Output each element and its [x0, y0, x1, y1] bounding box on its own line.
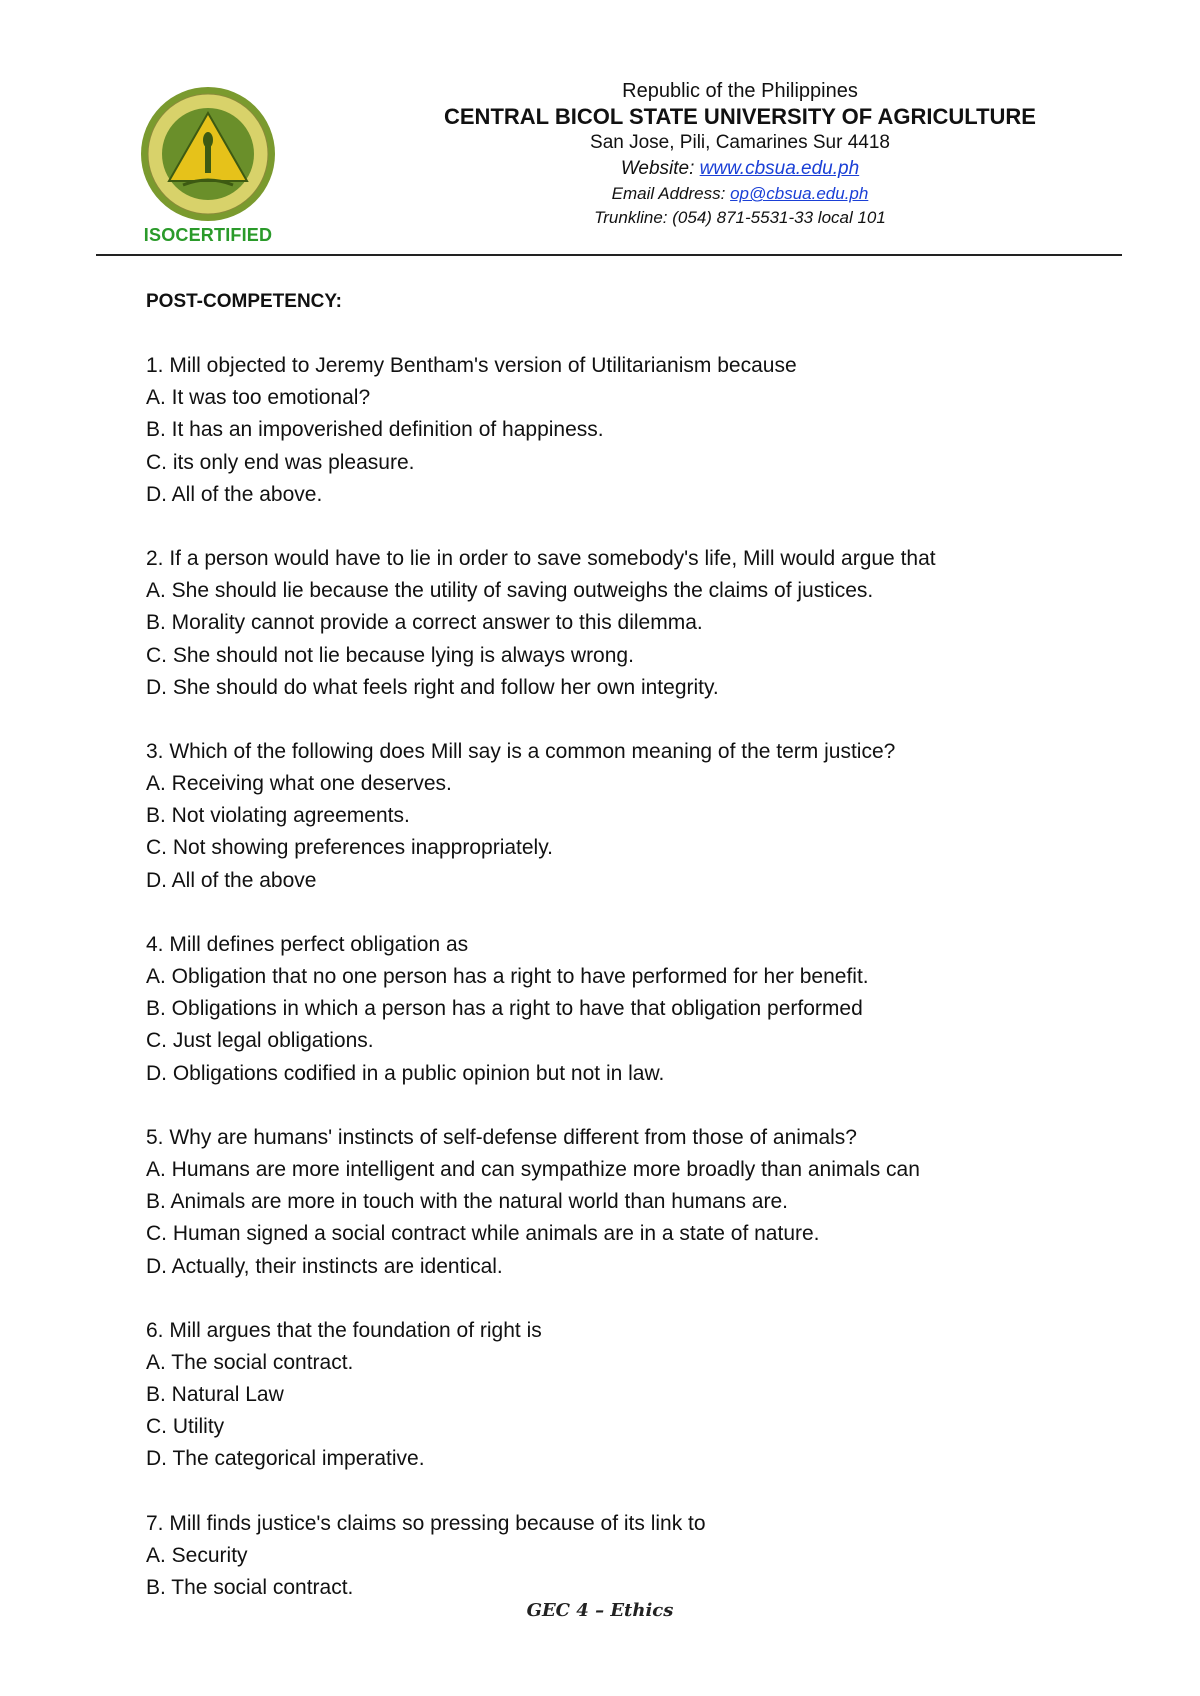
answer-option: A. Obligation that no one person has a right to have performed for her benefit. — [146, 965, 869, 988]
spacer — [146, 1090, 1106, 1122]
answer-option: A. Receiving what one deserves. — [146, 772, 452, 796]
university-address: San Jose, Pili, Camarines Sur 4418 — [590, 132, 890, 153]
iso-certified-label: ISOCERTIFIED — [143, 225, 273, 245]
spacer — [146, 1476, 1106, 1508]
spacer — [146, 897, 1106, 929]
spacer — [146, 511, 1106, 543]
question-stem: 6. Mill argues that the foundation of right is — [146, 1318, 542, 1342]
answer-option: B. Not violating agreements. — [146, 804, 410, 828]
question-stem: 4. Mill defines perfect obligation as — [146, 932, 469, 956]
answer-option: D. Actually, their instincts are identical. — [146, 1254, 503, 1278]
website-label: Website: — [620, 158, 700, 179]
question-stem: 7. Mill finds justice's claims so pressing because of its link to — [146, 1511, 706, 1535]
answer-option: B. Morality cannot provide a correct answer to this dilemma. — [146, 611, 703, 635]
question-1 — [146, 350, 1106, 511]
university-seal-icon — [139, 85, 277, 223]
answer-option: A. The social contract. — [146, 1350, 354, 1374]
answer-option: B. Obligations in which a person has a right to have that obligation performed — [146, 997, 863, 1021]
answer-option: C. Human signed a social contract while animals are in a state of nature. — [146, 1222, 820, 1246]
question-7 — [146, 1508, 1106, 1605]
republic-line: Republic of the Philippines — [622, 80, 858, 102]
page-footer: GEC 4 – Ethics — [526, 1600, 674, 1621]
answer-option: A. Humans are more intelligent and can sympathize more broadly than animals can — [146, 1157, 920, 1181]
answer-option: C. Utility — [146, 1415, 225, 1439]
question-stem: 3. Which of the following does Mill say is a common meaning of the term justice? — [146, 739, 896, 763]
trunkline: Trunkline: (054) 871-5531-33 local 101 — [594, 208, 886, 227]
header-divider — [96, 254, 1122, 256]
question-4 — [146, 929, 1106, 1090]
email-link[interactable]: op@cbsua.edu.ph — [730, 184, 869, 203]
answer-option: B. It has an impoverished definition of happiness. — [146, 418, 604, 442]
answer-option: C. She should not lie because lying is always wrong. — [146, 643, 634, 667]
question-stem: 1. Mill objected to Jeremy Bentham's version of Utilitarianism because — [146, 354, 797, 377]
answer-option: D. All of the above. — [146, 482, 323, 506]
email-label: Email Address: — [611, 184, 731, 203]
answer-option: D. The categorical imperative. — [146, 1447, 425, 1471]
answer-option: D. Obligations codified in a public opinion but not in law. — [146, 1061, 665, 1085]
answer-option: A. It was too emotional? — [146, 386, 371, 410]
question-5 — [146, 1122, 1106, 1283]
letterhead-text — [400, 78, 1080, 230]
question-stem: 2. If a person would have to lie in order to save somebody's life, Mill would argue that — [146, 546, 936, 570]
quiz-content — [146, 286, 1106, 1604]
question-6 — [146, 1315, 1106, 1476]
answer-option: D. She should do what feels right and follow her own integrity. — [146, 675, 719, 699]
spacer — [146, 318, 1106, 350]
question-list — [146, 350, 1106, 1604]
question-3 — [146, 736, 1106, 897]
answer-option: C. its only end was pleasure. — [146, 450, 415, 474]
answer-option: A. Security — [146, 1543, 248, 1567]
answer-option: B. Animals are more in touch with the natural world than humans are. — [146, 1190, 788, 1214]
spacer — [146, 704, 1106, 736]
answer-option: D. All of the above — [146, 868, 317, 892]
letterhead — [0, 0, 1200, 260]
answer-option: C. Not showing preferences inappropriately. — [146, 836, 553, 860]
question-stem: 5. Why are humans' instincts of self-defense different from those of animals? — [146, 1125, 857, 1149]
answer-option: B. Natural Law — [146, 1383, 284, 1407]
university-name: CENTRAL BICOL STATE UNIVERSITY OF AGRICULTURE — [444, 104, 1036, 129]
answer-option: C. Just legal obligations. — [146, 1029, 374, 1053]
spacer — [146, 1283, 1106, 1315]
website-line — [400, 156, 1080, 182]
question-2 — [146, 543, 1106, 704]
website-link[interactable]: www.cbsua.edu.ph — [699, 158, 860, 179]
answer-option: A. She should lie because the utility of saving outweighs the claims of justices. — [146, 579, 874, 603]
email-line — [400, 182, 1080, 206]
answer-option: B. The social contract. — [146, 1576, 354, 1599]
section-title: POST-COMPETENCY: — [146, 291, 342, 312]
